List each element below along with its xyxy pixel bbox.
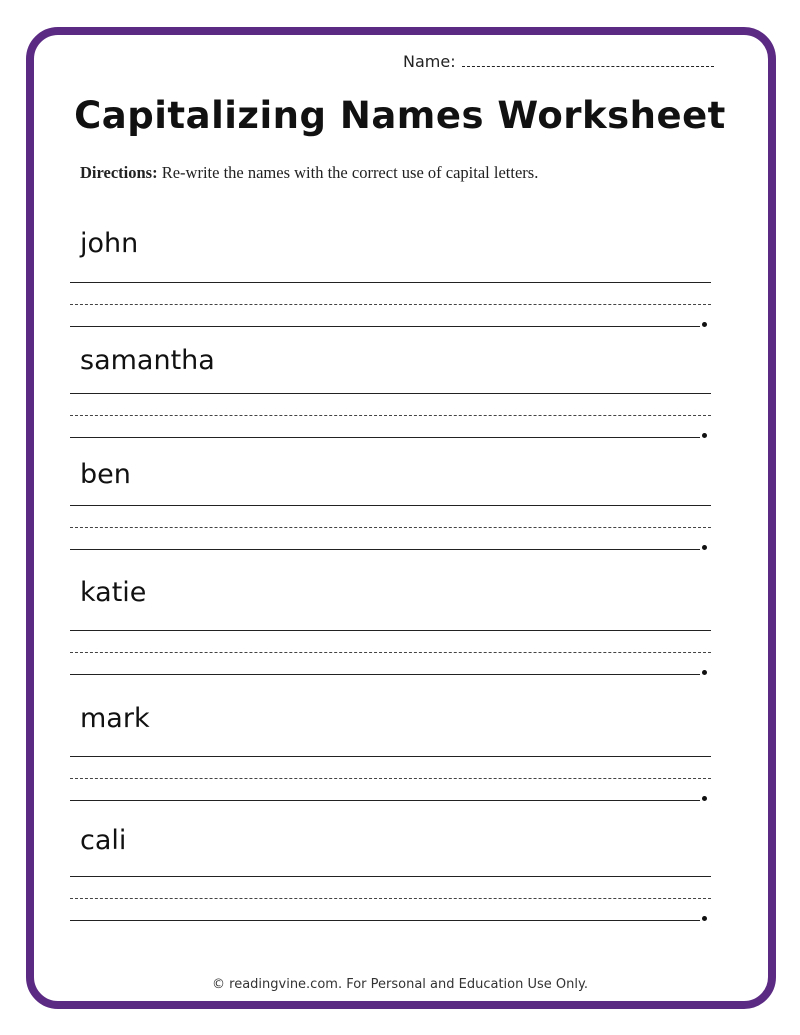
exercise-word: mark: [80, 703, 150, 734]
writing-line-mid: [70, 527, 711, 528]
exercise-item: [70, 577, 712, 687]
copyright-footer: © readingvine.com. For Personal and Education Use Only.: [212, 977, 588, 992]
writing-line-bottom[interactable]: [70, 674, 700, 675]
writing-line-mid: [70, 652, 711, 653]
exercise-word: ben: [80, 459, 131, 490]
name-label: Name:: [403, 52, 456, 71]
period-mark: [702, 670, 707, 675]
exercise-item: [70, 228, 712, 338]
period-mark: [702, 916, 707, 921]
exercise-item: [70, 825, 712, 935]
name-field: [403, 52, 714, 71]
period-mark: [702, 322, 707, 327]
writing-line-top: [70, 282, 711, 283]
writing-line-bottom[interactable]: [70, 920, 700, 921]
directions: [80, 163, 538, 183]
period-mark: [702, 796, 707, 801]
exercise-word: cali: [80, 825, 127, 856]
exercise-word: samantha: [80, 345, 215, 376]
exercise-word: john: [80, 228, 139, 259]
period-mark: [702, 433, 707, 438]
writing-line-mid: [70, 898, 711, 899]
directions-label: Directions:: [80, 163, 158, 182]
writing-line-top: [70, 393, 711, 394]
writing-line-top: [70, 756, 711, 757]
writing-line-top: [70, 876, 711, 877]
exercise-item: [70, 703, 712, 813]
writing-line-mid: [70, 778, 711, 779]
period-mark: [702, 545, 707, 550]
writing-line-bottom[interactable]: [70, 326, 700, 327]
writing-line-top: [70, 505, 711, 506]
writing-line-bottom[interactable]: [70, 549, 700, 550]
writing-line-mid: [70, 304, 711, 305]
writing-line-mid: [70, 415, 711, 416]
writing-line-bottom[interactable]: [70, 800, 700, 801]
exercise-word: katie: [80, 577, 147, 608]
exercise-item: [70, 345, 712, 455]
exercise-item: [70, 459, 712, 569]
name-blank-line[interactable]: [462, 52, 714, 67]
directions-text: Re-write the names with the correct use of capital letters.: [157, 163, 539, 182]
writing-line-bottom[interactable]: [70, 437, 700, 438]
writing-line-top: [70, 630, 711, 631]
worksheet-title: Capitalizing Names Worksheet: [74, 94, 726, 137]
